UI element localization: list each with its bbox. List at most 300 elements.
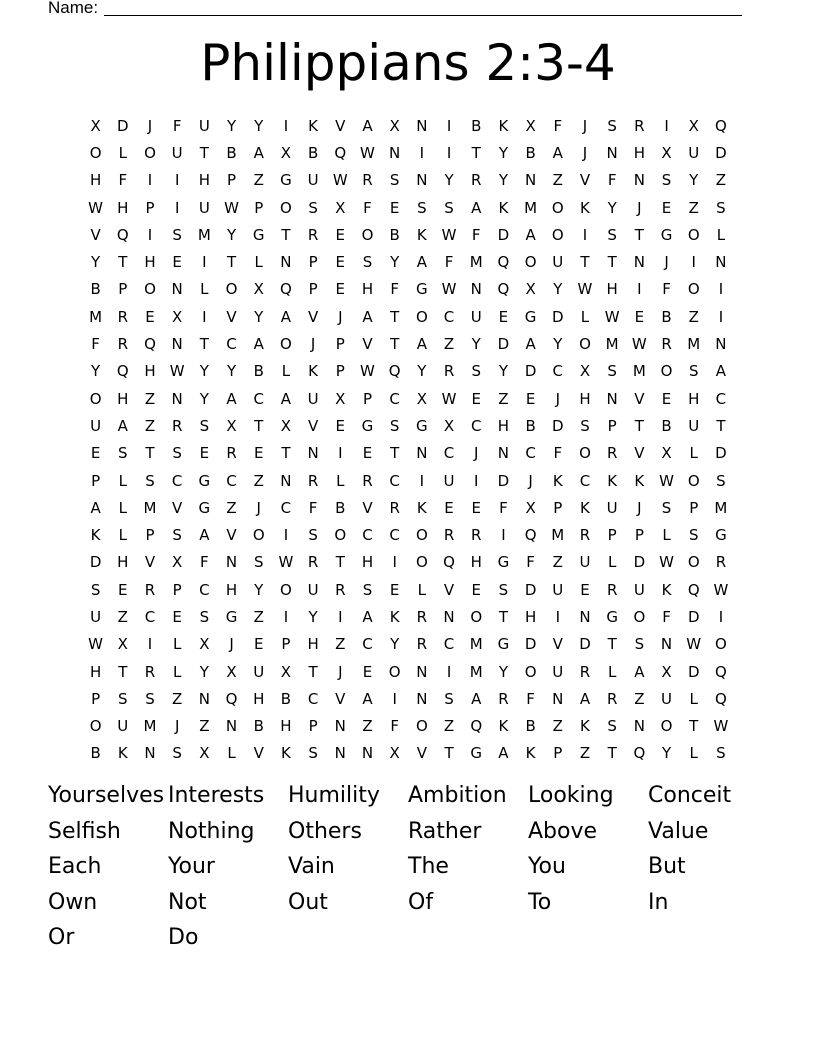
grid-letter: Q [497, 253, 510, 272]
grid-letter: C [443, 635, 455, 654]
grid-letter: V [443, 580, 455, 599]
grid-letter: F [662, 280, 671, 299]
grid-letter: X [661, 444, 672, 463]
grid-letter: X [525, 280, 536, 299]
word-list-item: Vain [288, 854, 335, 880]
grid-letter: S [253, 553, 264, 572]
grid-letter: S [580, 416, 590, 435]
grid-letter: H [361, 280, 374, 299]
grid-letter: F [363, 198, 372, 217]
grid-letter: Z [253, 471, 264, 490]
grid-letter: F [390, 717, 399, 736]
grid-letter: I [147, 225, 153, 244]
word-list-item: Rather [408, 818, 482, 844]
grid-letter: B [253, 362, 264, 381]
grid-letter: Q [116, 362, 129, 381]
word-list-item: Looking [528, 783, 614, 808]
grid-letter: L [172, 635, 182, 654]
grid-letter: V [144, 553, 156, 572]
grid-letter: K [580, 198, 590, 217]
grid-letter: G [225, 607, 238, 626]
grid-letter: F [118, 171, 128, 190]
grid-letter: N [470, 280, 482, 299]
grid-letter: H [524, 607, 537, 626]
grid-letter: H [117, 198, 129, 217]
grid-letter: A [471, 198, 482, 217]
grid-letter: L [118, 526, 127, 545]
grid-letter: A [253, 143, 264, 162]
grid-letter: K [90, 526, 101, 545]
grid-letter: U [198, 116, 210, 135]
grid-letter: Z [498, 389, 509, 408]
grid-letter: G [280, 171, 292, 190]
grid-letter: V [362, 335, 373, 354]
grid-letter: S [607, 362, 617, 381]
word-list-item: Out [288, 889, 328, 915]
grid-letter: T [199, 143, 209, 162]
grid-letter: V [634, 444, 645, 463]
grid-letter: O [579, 335, 591, 354]
grid-letter: C [389, 471, 400, 490]
word-list-item: You [528, 854, 566, 880]
grid-letter: V [416, 744, 427, 763]
grid-letter: B [471, 116, 482, 135]
grid-letter: S [199, 607, 210, 626]
grid-letter: N [171, 280, 183, 299]
grid-letter: X [226, 416, 237, 435]
grid-letter: O [144, 143, 156, 162]
grid-letter: W [659, 553, 674, 572]
grid-letter: J [174, 717, 180, 736]
grid-letter: R [416, 635, 428, 654]
grid-letter: H [225, 580, 238, 599]
grid-letter: Z [688, 198, 699, 217]
grid-letter: V [579, 171, 591, 190]
grid-letter: P [145, 198, 155, 217]
grid-letter: C [443, 307, 455, 326]
grid-letter: I [718, 280, 724, 299]
grid-letter: O [252, 526, 265, 545]
grid-letter: K [552, 471, 563, 490]
grid-letter: H [361, 553, 374, 572]
grid-letter: R [606, 689, 618, 708]
grid-letter: C [226, 471, 237, 490]
grid-letter: S [118, 444, 128, 463]
grid-letter: L [200, 280, 209, 299]
grid-letter: R [416, 607, 428, 626]
grid-letter: W [441, 280, 457, 299]
grid-letter: E [362, 444, 373, 463]
grid-letter: H [497, 416, 510, 435]
grid-letter: D [715, 444, 727, 463]
grid-letter: O [89, 389, 102, 408]
grid-letter: Q [144, 335, 156, 354]
grid-letter: P [362, 389, 372, 408]
grid-letter: C [389, 389, 400, 408]
grid-letter: S [389, 171, 400, 190]
grid-letter: U [633, 580, 645, 599]
page-title: Philippians 2:3-4 [200, 34, 616, 92]
grid-letter: T [118, 253, 128, 272]
grid-letter: G [198, 471, 211, 490]
grid-letter: R [498, 689, 509, 708]
grid-letter: A [362, 116, 373, 135]
grid-letter: R [171, 416, 183, 435]
grid-letter: N [416, 662, 428, 681]
grid-letter: V [172, 498, 183, 517]
grid-letter: H [144, 362, 156, 381]
grid-letter: N [225, 553, 238, 572]
grid-letter: I [582, 225, 588, 244]
grid-letter: O [415, 553, 428, 572]
grid-letter: W [631, 335, 647, 354]
grid-letter: I [338, 607, 343, 626]
grid-letter: Z [144, 389, 156, 408]
grid-letter: S [172, 526, 182, 545]
grid-letter: T [444, 744, 454, 763]
grid-letter: N [606, 143, 618, 162]
grid-letter: R [579, 526, 591, 545]
grid-letter: G [198, 498, 211, 517]
grid-letter: T [689, 717, 699, 736]
grid-letter: R [144, 662, 156, 681]
grid-letter: E [199, 444, 210, 463]
grid-letter: E [580, 580, 590, 599]
grid-letter: N [416, 171, 428, 190]
grid-letter: W [360, 362, 375, 381]
grid-letter: D [524, 362, 537, 381]
grid-letter: X [226, 662, 237, 681]
grid-letter: Y [226, 362, 237, 381]
grid-letter: I [419, 143, 425, 162]
grid-letter: B [525, 416, 536, 435]
grid-letter: P [335, 335, 345, 354]
grid-letter: V [362, 498, 373, 517]
grid-letter: N [416, 689, 428, 708]
grid-letter: S [716, 744, 726, 763]
grid-letter: P [634, 526, 644, 545]
grid-letter: D [117, 116, 129, 135]
grid-letter: X [117, 635, 128, 654]
grid-letter: V [307, 307, 319, 326]
grid-letter: M [197, 225, 211, 244]
grid-letter: L [118, 143, 127, 162]
grid-letter: Q [443, 553, 455, 572]
grid-letter: J [664, 253, 669, 272]
word-list-item: The [408, 854, 449, 880]
grid-letter: A [226, 389, 237, 408]
grid-letter: N [307, 444, 319, 463]
grid-letter: W [577, 280, 593, 299]
grid-letter: N [606, 389, 618, 408]
grid-letter: S [688, 362, 699, 381]
grid-letter: R [606, 580, 618, 599]
grid-letter: W [278, 553, 294, 572]
grid-letter: Y [471, 335, 481, 354]
grid-letter: U [171, 143, 183, 162]
word-list-item: Selfish [48, 818, 121, 844]
grid-letter: Z [253, 607, 264, 626]
grid-letter: I [392, 553, 397, 572]
grid-letter: O [225, 280, 238, 299]
grid-letter: N [633, 253, 645, 272]
grid-letter: I [338, 444, 343, 463]
grid-letter: G [361, 416, 374, 435]
grid-letter: L [118, 498, 127, 517]
grid-letter: S [716, 198, 726, 217]
word-list-item: Above [528, 818, 598, 844]
grid-letter: I [501, 526, 506, 545]
grid-letter: K [416, 225, 427, 244]
grid-letter: Y [91, 253, 101, 272]
grid-letter: B [335, 498, 346, 517]
grid-letter: I [202, 253, 207, 272]
grid-letter: W [441, 389, 457, 408]
grid-letter: V [226, 307, 237, 326]
grid-letter: F [553, 444, 563, 463]
grid-letter: F [390, 280, 399, 299]
grid-letter: S [90, 580, 101, 599]
grid-letter: O [361, 225, 374, 244]
grid-letter: H [688, 389, 700, 408]
grid-letter: H [89, 662, 102, 681]
grid-letter: I [446, 116, 452, 135]
grid-letter: S [199, 416, 210, 435]
grid-letter: P [553, 744, 563, 763]
grid-letter: J [637, 198, 642, 217]
grid-letter: F [662, 607, 671, 626]
grid-letter: O [551, 225, 564, 244]
grid-letter: Y [390, 635, 400, 654]
grid-letter: K [308, 116, 319, 135]
grid-letter: X [335, 198, 346, 217]
grid-letter: I [718, 307, 724, 326]
grid-letter: P [172, 580, 182, 599]
word-list-item: Others [288, 818, 362, 844]
grid-letter: G [252, 225, 265, 244]
grid-letter: J [310, 335, 316, 354]
grid-letter: S [362, 253, 373, 272]
grid-letter: O [415, 307, 428, 326]
grid-letter: R [634, 116, 645, 135]
grid-letter: I [446, 662, 452, 681]
grid-letter: P [308, 253, 318, 272]
grid-letter: P [254, 198, 264, 217]
grid-letter: C [443, 444, 455, 463]
grid-letter: Q [687, 580, 700, 599]
grid-letter: E [661, 389, 672, 408]
grid-letter: F [444, 253, 454, 272]
grid-letter: K [498, 198, 509, 217]
grid-letter: S [688, 526, 699, 545]
grid-letter: U [552, 253, 564, 272]
grid-letter: J [474, 444, 479, 463]
grid-letter: T [308, 662, 318, 681]
grid-letter: H [89, 171, 102, 190]
grid-letter: A [280, 389, 292, 408]
grid-letter: O [524, 253, 537, 272]
grid-letter: O [687, 225, 700, 244]
grid-letter: Q [280, 280, 292, 299]
grid-letter: G [497, 635, 510, 654]
grid-letter: X [280, 416, 292, 435]
grid-letter: Z [688, 307, 699, 326]
grid-letter: S [471, 362, 481, 381]
grid-letter: I [283, 116, 289, 135]
grid-letter: R [471, 171, 482, 190]
grid-letter: L [607, 553, 617, 572]
grid-letter: X [90, 116, 101, 135]
grid-letter: O [715, 635, 727, 654]
grid-letter: B [90, 744, 101, 763]
grid-letter: C [389, 526, 400, 545]
word-list-item: Ambition [408, 783, 507, 808]
grid-letter: D [579, 635, 591, 654]
grid-letter: J [582, 116, 588, 135]
grid-letter: R [471, 526, 482, 545]
grid-letter: A [579, 689, 591, 708]
word-list-item: In [648, 889, 669, 915]
grid-letter: J [147, 116, 153, 135]
grid-letter: B [525, 717, 536, 736]
grid-letter: T [281, 225, 291, 244]
grid-letter: S [172, 444, 182, 463]
grid-letter: Q [497, 280, 510, 299]
grid-letter: D [552, 307, 564, 326]
grid-letter: E [389, 580, 400, 599]
grid-letter: Z [715, 171, 727, 190]
grid-letter: T [226, 253, 237, 272]
grid-letter: S [362, 580, 373, 599]
grid-letter: H [307, 635, 319, 654]
grid-letter: A [552, 143, 563, 162]
grid-letter: X [525, 498, 536, 517]
grid-letter: L [172, 662, 182, 681]
grid-letter: Y [226, 116, 237, 135]
grid-letter: S [308, 198, 318, 217]
grid-letter: M [469, 662, 483, 681]
grid-letter: E [362, 662, 373, 681]
letter-grid [82, 112, 735, 767]
grid-letter: N [334, 717, 346, 736]
grid-letter: V [307, 416, 319, 435]
grid-letter: Y [498, 362, 508, 381]
word-list-item: Value [648, 818, 709, 844]
grid-letter: E [335, 225, 346, 244]
grid-letter: C [199, 580, 210, 599]
grid-letter: J [555, 389, 560, 408]
grid-letter: B [90, 280, 101, 299]
grid-letter: X [280, 662, 292, 681]
grid-letter: R [661, 335, 672, 354]
grid-letter: Q [225, 689, 238, 708]
grid-letter: O [388, 662, 401, 681]
grid-letter: O [551, 198, 564, 217]
grid-letter: K [661, 580, 672, 599]
grid-letter: N [497, 444, 510, 463]
grid-letter: H [117, 389, 129, 408]
grid-letter: I [392, 689, 397, 708]
grid-letter: D [687, 662, 700, 681]
grid-letter: N [144, 744, 156, 763]
grid-letter: X [579, 362, 591, 381]
grid-letter: O [334, 526, 347, 545]
grid-letter: B [307, 143, 319, 162]
grid-letter: X [172, 307, 183, 326]
grid-letter: Y [498, 171, 508, 190]
grid-letter: O [660, 362, 673, 381]
grid-letter: T [335, 553, 345, 572]
grid-letter: I [691, 253, 696, 272]
grid-letter: B [661, 307, 672, 326]
grid-letter: I [446, 143, 452, 162]
grid-letter: O [89, 717, 102, 736]
grid-letter: V [552, 635, 563, 654]
grid-letter: C [362, 526, 373, 545]
grid-letter: B [389, 225, 400, 244]
grid-letter: R [335, 580, 346, 599]
grid-letter: A [117, 416, 128, 435]
grid-letter: K [389, 607, 400, 626]
grid-letter: W [686, 635, 702, 654]
grid-letter: C [525, 444, 536, 463]
grid-letter: C [552, 362, 564, 381]
grid-letter: T [607, 253, 617, 272]
grid-letter: R [226, 444, 237, 463]
grid-letter: Q [334, 143, 347, 162]
grid-letter: D [524, 635, 537, 654]
grid-letter: I [174, 198, 180, 217]
grid-letter: I [283, 607, 289, 626]
grid-letter: F [607, 171, 617, 190]
grid-letter: P [335, 362, 345, 381]
grid-letter: Y [689, 171, 699, 190]
grid-letter: O [687, 471, 700, 490]
grid-letter: X [199, 744, 210, 763]
grid-letter: T [145, 444, 155, 463]
grid-letter: T [607, 635, 617, 654]
grid-letter: G [606, 607, 618, 626]
grid-letter: U [307, 389, 319, 408]
grid-letter: I [147, 171, 153, 190]
grid-letter: O [660, 717, 673, 736]
grid-letter: P [607, 416, 617, 435]
grid-letter: M [143, 498, 157, 517]
grid-letter: X [172, 553, 183, 572]
grid-letter: T [199, 335, 209, 354]
grid-letter: T [254, 416, 264, 435]
grid-letter: Y [498, 662, 508, 681]
grid-letter: C [362, 635, 373, 654]
grid-letter: E [389, 198, 400, 217]
grid-letter: H [198, 171, 210, 190]
grid-letter: A [199, 526, 210, 545]
grid-letter: F [526, 689, 535, 708]
grid-letter: R [715, 553, 727, 572]
grid-letter: W [441, 225, 457, 244]
grid-letter: I [419, 471, 425, 490]
grid-letter: C [226, 335, 237, 354]
grid-letter: E [444, 498, 454, 517]
grid-letter: Q [715, 689, 727, 708]
grid-letter: I [174, 171, 180, 190]
grid-letter: Y [607, 198, 617, 217]
grid-letter: L [580, 307, 590, 326]
grid-letter: K [580, 498, 590, 517]
grid-letter: E [118, 580, 128, 599]
grid-letter: O [89, 143, 102, 162]
grid-letter: S [634, 635, 645, 654]
